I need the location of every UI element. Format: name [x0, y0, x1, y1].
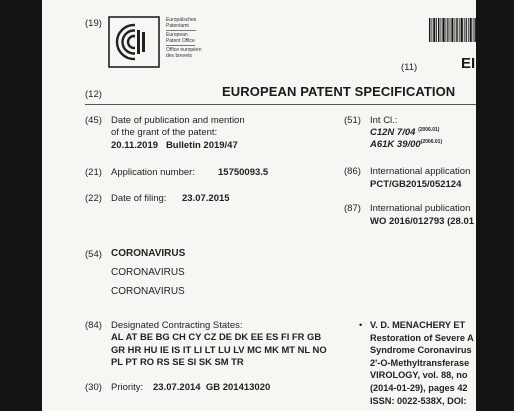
field-54-number: (54): [85, 249, 102, 260]
field-12-number: (12): [85, 89, 102, 100]
field-45-label-line1: Date of publication and mention: [111, 115, 245, 126]
field-30-number: (30): [85, 382, 102, 393]
publication-number: EI: [461, 55, 476, 72]
invention-title-2: CORONAVIRUS: [111, 267, 185, 278]
invention-title-3: CORONAVIRUS: [111, 286, 185, 297]
citation-text: V. D. MENACHERY ET Restoration of Severe A Syndrome Coronavirus 2'-O-Methyltransferase VIROLOGY, vol. 88, no (2014-01-29), pages 42 ISSN: 0022-538X, DOI:: [370, 320, 474, 406]
designated-states: AL AT BE BG CH CY CZ DE DK EE ES FI FR GB GR HR HU IE IS IT LI LT LU LV MC MK MT NL NO PL PT RO RS SE SI SK SM TR: [111, 331, 327, 368]
field-86-label: International application: [370, 166, 471, 177]
field-51-number: (51): [344, 115, 361, 126]
field-30-value: 23.07.2014 GB 201413020: [153, 382, 271, 393]
field-22-value: 23.07.2015: [182, 193, 230, 204]
epo-logo-icon: [108, 16, 160, 68]
office-name-de: Europäisches Patentamt: [166, 18, 196, 31]
field-86-value: PCT/GB2015/052124: [370, 179, 462, 190]
field-45-number: (45): [85, 115, 102, 126]
field-21-label: Application number:: [111, 167, 195, 178]
office-name-fr: Office européen des brevets: [166, 47, 202, 59]
field-11-number: (11): [401, 62, 418, 73]
field-19-number: (19): [85, 18, 102, 29]
barcode-icon: [429, 18, 476, 42]
office-name-en: European Patent Office: [166, 33, 195, 46]
field-87-number: (87): [344, 203, 361, 214]
field-45-label-line2: of the grant of the patent:: [111, 127, 218, 138]
field-87-label: International publication: [370, 203, 471, 214]
patent-document: [42, 0, 476, 411]
field-51-class1: C12N 7/04 $^{(2006.01)}$: [370, 127, 440, 139]
citation-bullet: •: [359, 320, 363, 331]
field-51-label: Int Cl.:: [370, 115, 398, 126]
field-51-class2: A61K $39/00^{(2006.01)}$: [370, 139, 443, 151]
field-87-value: WO 2016/012793 (28.01: [370, 216, 475, 227]
field-21-number: (21): [85, 167, 102, 178]
field-21-value: 15750093.5: [218, 167, 269, 178]
invention-title: CORONAVIRUS: [111, 248, 186, 259]
field-22-label: Date of filing:: [111, 193, 167, 204]
field-45-value: 20.11.2019 Bulletin 2019/47: [111, 140, 238, 151]
field-22-number: (22): [85, 193, 102, 204]
field-84-label: Designated Contracting States:: [111, 320, 243, 331]
field-86-number: (86): [344, 166, 361, 177]
document-title: EUROPEAN PATENT SPECIFICATION: [222, 84, 456, 99]
field-30-label: Priority:: [111, 382, 144, 393]
field-84-number: (84): [85, 320, 102, 331]
title-divider: [85, 104, 476, 105]
